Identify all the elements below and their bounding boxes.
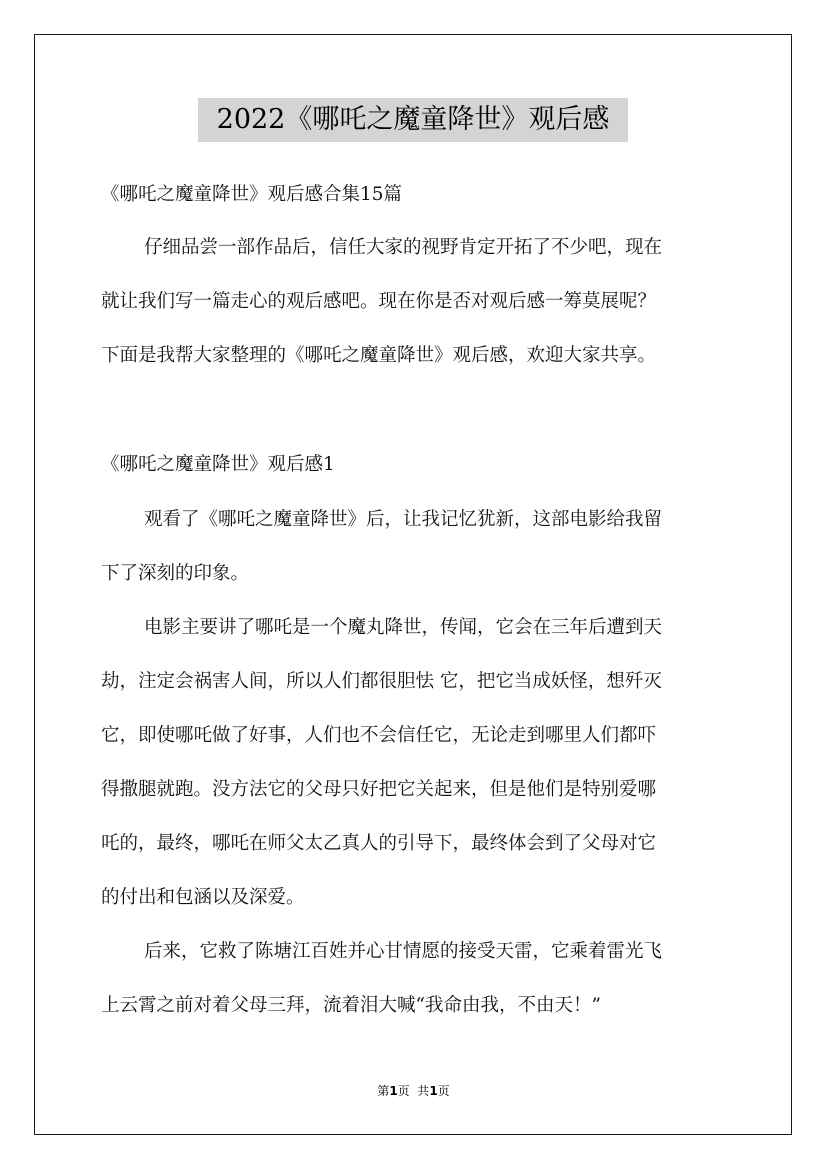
intro-line-1: 仔细品尝一部作品后，信任大家的视野肯定开拓了不少吧，现在 xyxy=(144,237,663,258)
para2-line-3: 它，即使哪吒做了好事，人们也不会信任它，无论走到哪里人们都吓 xyxy=(101,725,657,746)
para2-line-6: 的付出和包涵以及深爱。 xyxy=(101,887,305,908)
footer-mid: 页 共 xyxy=(397,1084,430,1098)
footer-total-pages: 1 xyxy=(429,1084,438,1098)
para2-line-1: 电影主要讲了哪吒是一个魔丸降世，传闻，它会在三年后遭到天 xyxy=(144,617,663,638)
footer-suffix: 页 xyxy=(437,1084,450,1098)
para1-line-1: 观看了《哪吒之魔童降世》后，让我记忆犹新，这部电影给我留 xyxy=(144,509,663,530)
para3-line-2: 上云霄之前对着父母三拜，流着泪大喊“我命由我，不由天！” xyxy=(101,995,601,1016)
document-title: 2022《哪吒之魔童降世》观后感 xyxy=(198,98,628,142)
para2-line-5: 吒的，最终，哪吒在师父太乙真人的引导下，最终体会到了父母对它 xyxy=(101,833,657,854)
para1-line-2: 下了深刻的印象。 xyxy=(101,563,250,584)
para3-line-1: 后来，它救了陈塘江百姓并心甘情愿的接受天雷，它乘着雷光飞 xyxy=(144,941,663,962)
subtitle: 《哪吒之魔童降世》观后感合集15篇 xyxy=(101,184,403,205)
intro-line-3: 下面是我帮大家整理的《哪吒之魔童降世》观后感，欢迎大家共享。 xyxy=(101,345,657,366)
page-number-footer xyxy=(0,1082,827,1099)
section-heading: 《哪吒之魔童降世》观后感1 xyxy=(101,454,335,475)
para2-line-2: 劫，注定会祸害人间，所以人们都很胆怯 它，把它当成妖怪，想歼灭 xyxy=(101,671,662,692)
footer-prefix: 第 xyxy=(377,1084,390,1098)
footer-current-page: 1 xyxy=(389,1084,398,1098)
intro-line-2: 就让我们写一篇走心的观后感吧。现在你是否对观后感一筹莫展呢？ xyxy=(101,291,657,312)
para2-line-4: 得撒腿就跑。没方法它的父母只好把它关起来，但是他们是特别爱哪 xyxy=(101,779,657,800)
